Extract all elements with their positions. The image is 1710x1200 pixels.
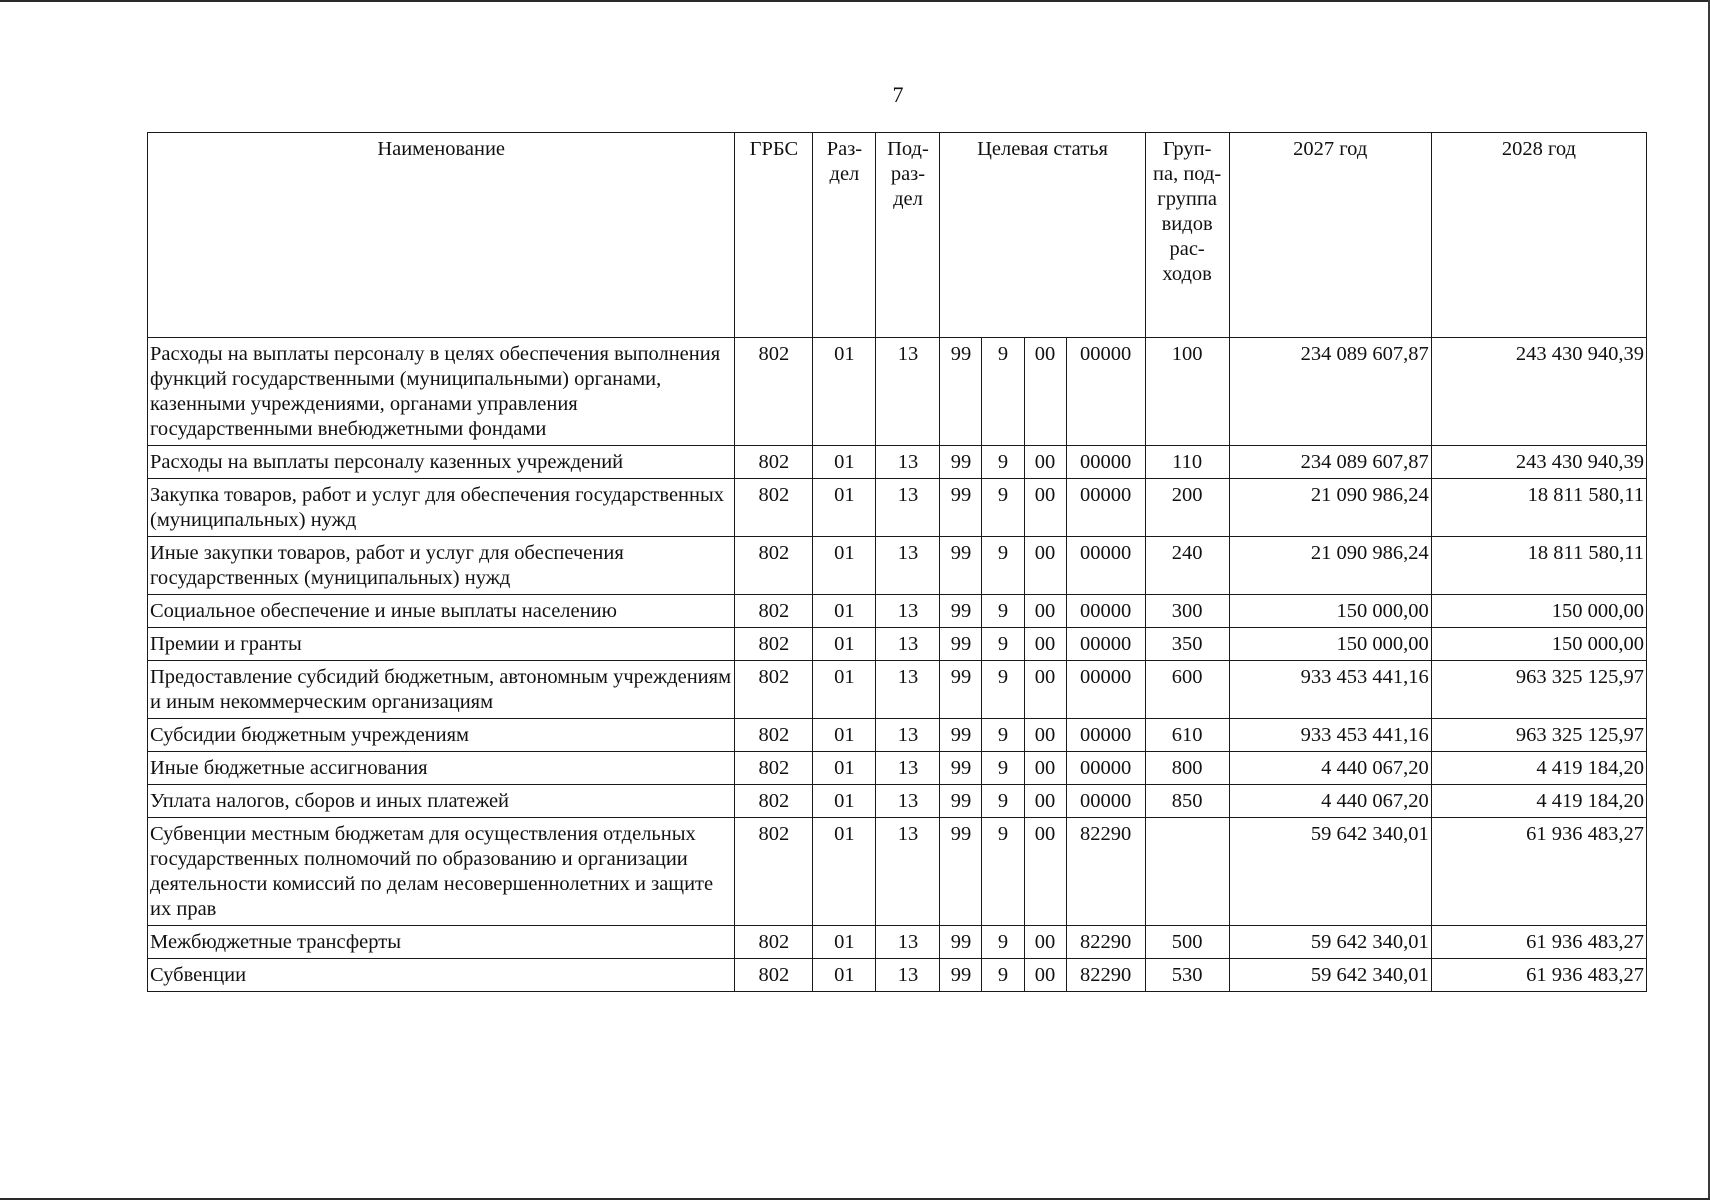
- cell-amount-2028: 61 936 483,27: [1431, 959, 1646, 992]
- cell-target-direction: 82290: [1066, 926, 1145, 959]
- table-row: [148, 446, 1647, 479]
- cell-podrazdel: 13: [876, 628, 940, 661]
- header-year-2027: 2027 год: [1229, 133, 1431, 338]
- cell-target-direction: 00000: [1066, 661, 1145, 719]
- cell-name: Расходы на выплаты персоналу в целях обеспечения выполнения функций государственными (муниципальными) органами, казенными учреждениями, органами управления государственными внебюджетными фондами: [148, 338, 735, 446]
- cell-target-subprogram: 9: [982, 818, 1024, 926]
- cell-target-program: 99: [940, 628, 982, 661]
- cell-target-direction: 82290: [1066, 959, 1145, 992]
- cell-target-main-event: 00: [1024, 752, 1066, 785]
- cell-grbs: 802: [735, 719, 813, 752]
- table-row: [148, 479, 1647, 537]
- cell-podrazdel: 13: [876, 752, 940, 785]
- cell-grbs: 802: [735, 818, 813, 926]
- cell-expense-group: [1145, 818, 1229, 926]
- cell-amount-2027: 150 000,00: [1229, 628, 1431, 661]
- cell-target-main-event: 00: [1024, 338, 1066, 446]
- cell-amount-2028: 18 811 580,11: [1431, 479, 1646, 537]
- cell-amount-2028: 243 430 940,39: [1431, 446, 1646, 479]
- cell-target-program: 99: [940, 959, 982, 992]
- cell-name: Уплата налогов, сборов и иных платежей: [148, 785, 735, 818]
- cell-amount-2027: 21 090 986,24: [1229, 479, 1431, 537]
- cell-podrazdel: 13: [876, 818, 940, 926]
- cell-target-subprogram: 9: [982, 661, 1024, 719]
- cell-amount-2027: 933 453 441,16: [1229, 719, 1431, 752]
- cell-amount-2028: 4 419 184,20: [1431, 752, 1646, 785]
- table-row: [148, 752, 1647, 785]
- cell-amount-2028: 4 419 184,20: [1431, 785, 1646, 818]
- cell-target-program: 99: [940, 926, 982, 959]
- cell-amount-2028: 150 000,00: [1431, 595, 1646, 628]
- table-row: [148, 719, 1647, 752]
- cell-target-main-event: 00: [1024, 818, 1066, 926]
- cell-razdel: 01: [813, 446, 876, 479]
- cell-target-program: 99: [940, 537, 982, 595]
- header-razdel: Раз- дел: [813, 133, 876, 338]
- cell-razdel: 01: [813, 959, 876, 992]
- cell-target-main-event: 00: [1024, 595, 1066, 628]
- cell-name: Предоставление субсидий бюджетным, автономным учреждениям и иным некоммерческим организациям: [148, 661, 735, 719]
- cell-target-direction: 82290: [1066, 818, 1145, 926]
- cell-expense-group: 800: [1145, 752, 1229, 785]
- cell-amount-2027: 59 642 340,01: [1229, 926, 1431, 959]
- cell-razdel: 01: [813, 628, 876, 661]
- cell-target-program: 99: [940, 338, 982, 446]
- table-row: [148, 661, 1647, 719]
- cell-amount-2027: 234 089 607,87: [1229, 446, 1431, 479]
- cell-razdel: 01: [813, 595, 876, 628]
- table-body: [148, 338, 1647, 992]
- cell-target-main-event: 00: [1024, 661, 1066, 719]
- cell-amount-2027: 59 642 340,01: [1229, 818, 1431, 926]
- cell-podrazdel: 13: [876, 537, 940, 595]
- cell-amount-2027: 933 453 441,16: [1229, 661, 1431, 719]
- cell-expense-group: 610: [1145, 719, 1229, 752]
- cell-target-subprogram: 9: [982, 595, 1024, 628]
- cell-amount-2027: 4 440 067,20: [1229, 752, 1431, 785]
- page-edge-top: [0, 0, 1710, 2]
- cell-podrazdel: 13: [876, 595, 940, 628]
- cell-expense-group: 350: [1145, 628, 1229, 661]
- cell-razdel: 01: [813, 818, 876, 926]
- table-row: [148, 537, 1647, 595]
- cell-target-direction: 00000: [1066, 752, 1145, 785]
- cell-amount-2028: 243 430 940,39: [1431, 338, 1646, 446]
- cell-target-direction: 00000: [1066, 785, 1145, 818]
- table-row: [148, 595, 1647, 628]
- table-row: [148, 926, 1647, 959]
- cell-expense-group: 500: [1145, 926, 1229, 959]
- cell-grbs: 802: [735, 595, 813, 628]
- cell-name: Иные закупки товаров, работ и услуг для обеспечения государственных (муниципальных) нужд: [148, 537, 735, 595]
- cell-amount-2028: 18 811 580,11: [1431, 537, 1646, 595]
- cell-target-main-event: 00: [1024, 785, 1066, 818]
- cell-grbs: 802: [735, 338, 813, 446]
- cell-amount-2028: 150 000,00: [1431, 628, 1646, 661]
- cell-razdel: 01: [813, 926, 876, 959]
- cell-target-direction: 00000: [1066, 628, 1145, 661]
- cell-grbs: 802: [735, 479, 813, 537]
- cell-amount-2027: 21 090 986,24: [1229, 537, 1431, 595]
- cell-grbs: 802: [735, 959, 813, 992]
- cell-amount-2028: 61 936 483,27: [1431, 926, 1646, 959]
- header-row: [148, 133, 1647, 338]
- cell-target-subprogram: 9: [982, 537, 1024, 595]
- cell-target-subprogram: 9: [982, 719, 1024, 752]
- cell-target-subprogram: 9: [982, 628, 1024, 661]
- cell-expense-group: 110: [1145, 446, 1229, 479]
- cell-target-direction: 00000: [1066, 446, 1145, 479]
- cell-target-direction: 00000: [1066, 595, 1145, 628]
- cell-amount-2027: 234 089 607,87: [1229, 338, 1431, 446]
- cell-podrazdel: 13: [876, 479, 940, 537]
- cell-target-program: 99: [940, 446, 982, 479]
- cell-grbs: 802: [735, 537, 813, 595]
- cell-razdel: 01: [813, 537, 876, 595]
- budget-table: [147, 132, 1647, 992]
- cell-target-program: 99: [940, 479, 982, 537]
- header-grbs: ГРБС: [735, 133, 813, 338]
- cell-name: Социальное обеспечение и иные выплаты населению: [148, 595, 735, 628]
- cell-grbs: 802: [735, 752, 813, 785]
- cell-target-direction: 00000: [1066, 537, 1145, 595]
- cell-name: Иные бюджетные ассигнования: [148, 752, 735, 785]
- cell-target-program: 99: [940, 719, 982, 752]
- cell-target-direction: 00000: [1066, 479, 1145, 537]
- cell-grbs: 802: [735, 661, 813, 719]
- cell-razdel: 01: [813, 479, 876, 537]
- cell-target-program: 99: [940, 661, 982, 719]
- cell-expense-group: 530: [1145, 959, 1229, 992]
- cell-podrazdel: 13: [876, 446, 940, 479]
- table-row: [148, 959, 1647, 992]
- table-row: [148, 628, 1647, 661]
- cell-amount-2028: 963 325 125,97: [1431, 719, 1646, 752]
- cell-target-subprogram: 9: [982, 752, 1024, 785]
- table-row: [148, 785, 1647, 818]
- cell-target-main-event: 00: [1024, 446, 1066, 479]
- cell-target-direction: 00000: [1066, 719, 1145, 752]
- cell-grbs: 802: [735, 785, 813, 818]
- header-expense-group: Груп- па, под- группа видов рас- ходов: [1145, 133, 1229, 338]
- cell-target-subprogram: 9: [982, 338, 1024, 446]
- cell-expense-group: 600: [1145, 661, 1229, 719]
- cell-razdel: 01: [813, 785, 876, 818]
- cell-name: Субсидии бюджетным учреждениям: [148, 719, 735, 752]
- table-header: [148, 133, 1647, 338]
- cell-target-subprogram: 9: [982, 479, 1024, 537]
- cell-name: Закупка товаров, работ и услуг для обеспечения государственных (муниципальных) нужд: [148, 479, 735, 537]
- cell-grbs: 802: [735, 628, 813, 661]
- cell-podrazdel: 13: [876, 338, 940, 446]
- cell-target-main-event: 00: [1024, 926, 1066, 959]
- cell-target-subprogram: 9: [982, 959, 1024, 992]
- cell-target-subprogram: 9: [982, 446, 1024, 479]
- cell-razdel: 01: [813, 719, 876, 752]
- cell-target-direction: 00000: [1066, 338, 1145, 446]
- header-target-article: Целевая статья: [940, 133, 1145, 338]
- cell-target-subprogram: 9: [982, 785, 1024, 818]
- cell-expense-group: 100: [1145, 338, 1229, 446]
- cell-podrazdel: 13: [876, 719, 940, 752]
- cell-amount-2028: 963 325 125,97: [1431, 661, 1646, 719]
- cell-podrazdel: 13: [876, 661, 940, 719]
- cell-expense-group: 850: [1145, 785, 1229, 818]
- page-number: 7: [892, 82, 904, 107]
- cell-amount-2027: 150 000,00: [1229, 595, 1431, 628]
- cell-name: Межбюджетные трансферты: [148, 926, 735, 959]
- cell-target-main-event: 00: [1024, 537, 1066, 595]
- header-podrazdel: Под- раз- дел: [876, 133, 940, 338]
- cell-name: Премии и гранты: [148, 628, 735, 661]
- cell-target-main-event: 00: [1024, 959, 1066, 992]
- cell-target-main-event: 00: [1024, 628, 1066, 661]
- cell-razdel: 01: [813, 752, 876, 785]
- cell-target-subprogram: 9: [982, 926, 1024, 959]
- cell-podrazdel: 13: [876, 785, 940, 818]
- header-year-2028: 2028 год: [1431, 133, 1646, 338]
- header-name: Наименование: [148, 133, 735, 338]
- cell-expense-group: 200: [1145, 479, 1229, 537]
- cell-podrazdel: 13: [876, 959, 940, 992]
- cell-grbs: 802: [735, 446, 813, 479]
- cell-target-program: 99: [940, 818, 982, 926]
- cell-amount-2028: 61 936 483,27: [1431, 818, 1646, 926]
- table-row: [148, 818, 1647, 926]
- cell-expense-group: 300: [1145, 595, 1229, 628]
- cell-razdel: 01: [813, 338, 876, 446]
- cell-target-program: 99: [940, 752, 982, 785]
- cell-expense-group: 240: [1145, 537, 1229, 595]
- cell-grbs: 802: [735, 926, 813, 959]
- cell-name: Субвенции: [148, 959, 735, 992]
- cell-podrazdel: 13: [876, 926, 940, 959]
- cell-target-main-event: 00: [1024, 479, 1066, 537]
- cell-name: Расходы на выплаты персоналу казенных учреждений: [148, 446, 735, 479]
- cell-target-main-event: 00: [1024, 719, 1066, 752]
- cell-name: Субвенции местным бюджетам для осуществления отдельных государственных полномочий по образованию и организации деятельности комиссий по делам несовершеннолетних и защите их прав: [148, 818, 735, 926]
- cell-amount-2027: 4 440 067,20: [1229, 785, 1431, 818]
- cell-amount-2027: 59 642 340,01: [1229, 959, 1431, 992]
- cell-target-program: 99: [940, 785, 982, 818]
- cell-razdel: 01: [813, 661, 876, 719]
- cell-target-program: 99: [940, 595, 982, 628]
- table-row: [148, 338, 1647, 446]
